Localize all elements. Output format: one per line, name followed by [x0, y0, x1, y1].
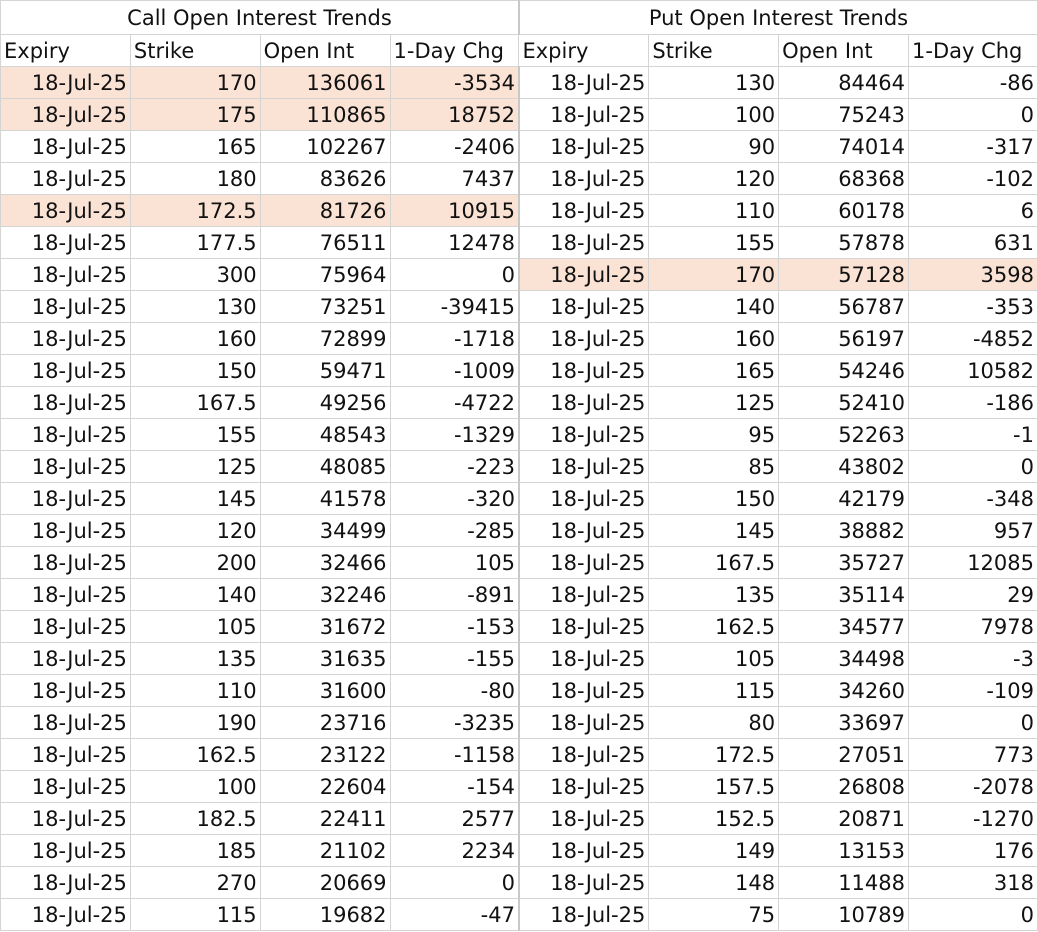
put-day-chg-cell: 0 [909, 899, 1038, 931]
put-expiry-cell: 18-Jul-25 [519, 739, 649, 771]
put-strike-cell: 110 [649, 195, 779, 227]
call-expiry-cell: 18-Jul-25 [1, 771, 131, 803]
call-open-int-cell: 41578 [260, 483, 390, 515]
put-expiry-cell: 18-Jul-25 [519, 163, 649, 195]
call-strike-cell: 180 [130, 163, 260, 195]
put-expiry-cell: 18-Jul-25 [519, 835, 649, 867]
call-expiry-cell: 18-Jul-25 [1, 99, 131, 131]
table-row [1, 227, 1038, 259]
put-open-int-cell: 54246 [779, 355, 909, 387]
put-expiry-cell: 18-Jul-25 [519, 707, 649, 739]
call-expiry-cell: 18-Jul-25 [1, 227, 131, 259]
call-strike-cell: 130 [130, 291, 260, 323]
put-open-int-cell: 20871 [779, 803, 909, 835]
put-strike-cell: 85 [649, 451, 779, 483]
table-row [1, 611, 1038, 643]
call-expiry-cell: 18-Jul-25 [1, 867, 131, 899]
table-row [1, 867, 1038, 899]
call-day-chg-cell: -39415 [390, 291, 519, 323]
put-expiry-cell: 18-Jul-25 [519, 451, 649, 483]
put-expiry-cell: 18-Jul-25 [519, 803, 649, 835]
put-open-int-cell: 35114 [779, 579, 909, 611]
put-strike-cell: 165 [649, 355, 779, 387]
put-strike-cell: 149 [649, 835, 779, 867]
put-day-chg-cell: -348 [909, 483, 1038, 515]
put-day-chg-cell: -353 [909, 291, 1038, 323]
call-expiry-cell: 18-Jul-25 [1, 579, 131, 611]
put-day-chg-cell: 6 [909, 195, 1038, 227]
put-expiry-cell: 18-Jul-25 [519, 259, 649, 291]
call-open-int-cell: 48543 [260, 419, 390, 451]
call-expiry-cell: 18-Jul-25 [1, 803, 131, 835]
call-open-int-cell: 102267 [260, 131, 390, 163]
call-expiry-cell: 18-Jul-25 [1, 547, 131, 579]
put-day-chg-cell: 7978 [909, 611, 1038, 643]
put-expiry-cell: 18-Jul-25 [519, 899, 649, 931]
call-open-int-cell: 34499 [260, 515, 390, 547]
call-open-int-header: Open Int [260, 35, 390, 67]
call-open-int-cell: 32246 [260, 579, 390, 611]
call-day-chg-cell: 7437 [390, 163, 519, 195]
put-strike-cell: 125 [649, 387, 779, 419]
put-open-int-header: Open Int [779, 35, 909, 67]
put-expiry-cell: 18-Jul-25 [519, 131, 649, 163]
put-open-int-cell: 56197 [779, 323, 909, 355]
put-day-chg-cell: -102 [909, 163, 1038, 195]
call-day-chg-cell: 0 [390, 867, 519, 899]
call-day-chg-cell: 18752 [390, 99, 519, 131]
put-strike-cell: 105 [649, 643, 779, 675]
call-expiry-cell: 18-Jul-25 [1, 163, 131, 195]
table-row [1, 67, 1038, 99]
call-day-chg-cell: 0 [390, 259, 519, 291]
call-strike-cell: 125 [130, 451, 260, 483]
call-open-int-cell: 31672 [260, 611, 390, 643]
put-day-chg-cell: 0 [909, 99, 1038, 131]
call-strike-cell: 200 [130, 547, 260, 579]
put-strike-cell: 172.5 [649, 739, 779, 771]
put-strike-cell: 148 [649, 867, 779, 899]
call-day-chg-cell: -320 [390, 483, 519, 515]
call-open-int-cell: 72899 [260, 323, 390, 355]
put-open-int-cell: 34498 [779, 643, 909, 675]
table-row [1, 451, 1038, 483]
call-strike-cell: 145 [130, 483, 260, 515]
call-strike-cell: 110 [130, 675, 260, 707]
call-expiry-cell: 18-Jul-25 [1, 419, 131, 451]
table-row [1, 643, 1038, 675]
call-open-int-cell: 49256 [260, 387, 390, 419]
put-expiry-cell: 18-Jul-25 [519, 419, 649, 451]
put-day-chg-cell: -109 [909, 675, 1038, 707]
put-open-int-cell: 34577 [779, 611, 909, 643]
call-day-chg-cell: 12478 [390, 227, 519, 259]
put-day-chg-cell: 0 [909, 451, 1038, 483]
put-day-chg-cell: 957 [909, 515, 1038, 547]
put-open-int-cell: 26808 [779, 771, 909, 803]
call-day-chg-cell: 105 [390, 547, 519, 579]
put-day-chg-cell: -317 [909, 131, 1038, 163]
put-expiry-cell: 18-Jul-25 [519, 483, 649, 515]
table-row [1, 675, 1038, 707]
call-expiry-cell: 18-Jul-25 [1, 259, 131, 291]
put-day-chg-cell: 318 [909, 867, 1038, 899]
put-open-int-cell: 84464 [779, 67, 909, 99]
put-strike-cell: 170 [649, 259, 779, 291]
put-expiry-cell: 18-Jul-25 [519, 611, 649, 643]
call-strike-cell: 150 [130, 355, 260, 387]
put-open-int-cell: 57128 [779, 259, 909, 291]
call-day-chg-cell: 2577 [390, 803, 519, 835]
put-strike-cell: 95 [649, 419, 779, 451]
call-strike-cell: 177.5 [130, 227, 260, 259]
call-open-int-cell: 83626 [260, 163, 390, 195]
put-day-chg-cell: -186 [909, 387, 1038, 419]
put-day-chg-cell: 773 [909, 739, 1038, 771]
call-strike-cell: 120 [130, 515, 260, 547]
call-day-chg-cell: -1158 [390, 739, 519, 771]
call-open-int-cell: 21102 [260, 835, 390, 867]
put-open-int-cell: 13153 [779, 835, 909, 867]
put-expiry-cell: 18-Jul-25 [519, 547, 649, 579]
call-day-chg-cell: -3534 [390, 67, 519, 99]
call-strike-cell: 175 [130, 99, 260, 131]
put-open-int-cell: 57878 [779, 227, 909, 259]
call-open-int-cell: 31600 [260, 675, 390, 707]
call-open-int-cell: 75964 [260, 259, 390, 291]
call-strike-cell: 300 [130, 259, 260, 291]
put-day-chg-cell: 631 [909, 227, 1038, 259]
call-expiry-cell: 18-Jul-25 [1, 131, 131, 163]
put-open-int-cell: 10789 [779, 899, 909, 931]
table-row [1, 515, 1038, 547]
call-strike-cell: 160 [130, 323, 260, 355]
put-day-chg-header: 1-Day Chg [909, 35, 1038, 67]
put-strike-cell: 130 [649, 67, 779, 99]
call-day-chg-cell: -153 [390, 611, 519, 643]
put-expiry-cell: 18-Jul-25 [519, 227, 649, 259]
call-open-int-cell: 59471 [260, 355, 390, 387]
call-day-chg-cell: -3235 [390, 707, 519, 739]
put-strike-cell: 135 [649, 579, 779, 611]
table-row [1, 131, 1038, 163]
table-row [1, 291, 1038, 323]
call-open-int-cell: 22411 [260, 803, 390, 835]
call-strike-cell: 190 [130, 707, 260, 739]
table-row [1, 323, 1038, 355]
call-day-chg-cell: -1329 [390, 419, 519, 451]
put-strike-cell: 140 [649, 291, 779, 323]
put-strike-cell: 162.5 [649, 611, 779, 643]
put-expiry-cell: 18-Jul-25 [519, 195, 649, 227]
table-row [1, 707, 1038, 739]
call-open-int-cell: 22604 [260, 771, 390, 803]
call-expiry-cell: 18-Jul-25 [1, 355, 131, 387]
put-strike-header: Strike [649, 35, 779, 67]
call-day-chg-cell: -1718 [390, 323, 519, 355]
put-expiry-cell: 18-Jul-25 [519, 323, 649, 355]
call-strike-cell: 185 [130, 835, 260, 867]
call-strike-cell: 172.5 [130, 195, 260, 227]
call-strike-cell: 100 [130, 771, 260, 803]
put-expiry-cell: 18-Jul-25 [519, 867, 649, 899]
call-strike-cell: 182.5 [130, 803, 260, 835]
table-row [1, 547, 1038, 579]
put-strike-cell: 80 [649, 707, 779, 739]
call-expiry-cell: 18-Jul-25 [1, 899, 131, 931]
call-strike-cell: 115 [130, 899, 260, 931]
table-body [1, 67, 1038, 931]
put-day-chg-cell: 29 [909, 579, 1038, 611]
call-strike-header: Strike [130, 35, 260, 67]
put-expiry-cell: 18-Jul-25 [519, 515, 649, 547]
call-strike-cell: 105 [130, 611, 260, 643]
call-open-int-cell: 136061 [260, 67, 390, 99]
put-expiry-cell: 18-Jul-25 [519, 355, 649, 387]
call-expiry-cell: 18-Jul-25 [1, 67, 131, 99]
table-row [1, 739, 1038, 771]
table-row [1, 483, 1038, 515]
call-expiry-cell: 18-Jul-25 [1, 643, 131, 675]
call-strike-cell: 165 [130, 131, 260, 163]
put-open-int-cell: 52410 [779, 387, 909, 419]
table-row [1, 899, 1038, 931]
put-day-chg-cell: -1 [909, 419, 1038, 451]
call-strike-cell: 140 [130, 579, 260, 611]
put-day-chg-cell: -3 [909, 643, 1038, 675]
put-strike-cell: 152.5 [649, 803, 779, 835]
section-title-row [1, 1, 1038, 35]
call-expiry-cell: 18-Jul-25 [1, 611, 131, 643]
put-day-chg-cell: 10582 [909, 355, 1038, 387]
call-strike-cell: 270 [130, 867, 260, 899]
put-day-chg-cell: -86 [909, 67, 1038, 99]
call-strike-cell: 170 [130, 67, 260, 99]
put-strike-cell: 157.5 [649, 771, 779, 803]
call-expiry-cell: 18-Jul-25 [1, 451, 131, 483]
table-row [1, 771, 1038, 803]
call-expiry-cell: 18-Jul-25 [1, 483, 131, 515]
call-open-int-cell: 73251 [260, 291, 390, 323]
call-open-int-cell: 23716 [260, 707, 390, 739]
call-open-int-cell: 19682 [260, 899, 390, 931]
put-open-int-cell: 75243 [779, 99, 909, 131]
call-section-title: Call Open Interest Trends [1, 1, 519, 35]
put-section-title: Put Open Interest Trends [519, 1, 1038, 35]
call-day-chg-cell: -2406 [390, 131, 519, 163]
call-open-int-cell: 32466 [260, 547, 390, 579]
call-open-int-cell: 76511 [260, 227, 390, 259]
call-open-int-cell: 110865 [260, 99, 390, 131]
call-expiry-cell: 18-Jul-25 [1, 707, 131, 739]
put-strike-cell: 160 [649, 323, 779, 355]
table-row [1, 579, 1038, 611]
call-day-chg-cell: -80 [390, 675, 519, 707]
table-row [1, 163, 1038, 195]
put-strike-cell: 167.5 [649, 547, 779, 579]
call-strike-cell: 162.5 [130, 739, 260, 771]
put-day-chg-cell: -4852 [909, 323, 1038, 355]
put-open-int-cell: 33697 [779, 707, 909, 739]
call-expiry-cell: 18-Jul-25 [1, 835, 131, 867]
put-open-int-cell: 11488 [779, 867, 909, 899]
put-expiry-cell: 18-Jul-25 [519, 675, 649, 707]
put-open-int-cell: 34260 [779, 675, 909, 707]
table-row [1, 419, 1038, 451]
put-strike-cell: 75 [649, 899, 779, 931]
table-row [1, 835, 1038, 867]
put-expiry-cell: 18-Jul-25 [519, 579, 649, 611]
call-strike-cell: 155 [130, 419, 260, 451]
put-open-int-cell: 27051 [779, 739, 909, 771]
call-day-chg-cell: -47 [390, 899, 519, 931]
table-row [1, 99, 1038, 131]
put-strike-cell: 150 [649, 483, 779, 515]
put-strike-cell: 120 [649, 163, 779, 195]
put-open-int-cell: 43802 [779, 451, 909, 483]
call-day-chg-cell: -285 [390, 515, 519, 547]
call-expiry-cell: 18-Jul-25 [1, 739, 131, 771]
put-open-int-cell: 42179 [779, 483, 909, 515]
call-day-chg-cell: -4722 [390, 387, 519, 419]
put-day-chg-cell: -2078 [909, 771, 1038, 803]
put-strike-cell: 100 [649, 99, 779, 131]
call-open-int-cell: 31635 [260, 643, 390, 675]
table-row [1, 355, 1038, 387]
put-strike-cell: 155 [649, 227, 779, 259]
call-expiry-header: Expiry [1, 35, 131, 67]
call-open-int-cell: 23122 [260, 739, 390, 771]
call-day-chg-cell: -1009 [390, 355, 519, 387]
table-row [1, 387, 1038, 419]
put-expiry-cell: 18-Jul-25 [519, 291, 649, 323]
call-day-chg-cell: -223 [390, 451, 519, 483]
table-row [1, 259, 1038, 291]
call-open-int-cell: 20669 [260, 867, 390, 899]
call-expiry-cell: 18-Jul-25 [1, 387, 131, 419]
call-expiry-cell: 18-Jul-25 [1, 675, 131, 707]
put-strike-cell: 115 [649, 675, 779, 707]
call-day-chg-cell: -891 [390, 579, 519, 611]
put-open-int-cell: 60178 [779, 195, 909, 227]
call-expiry-cell: 18-Jul-25 [1, 515, 131, 547]
put-open-int-cell: 74014 [779, 131, 909, 163]
column-header-row [1, 35, 1038, 67]
call-expiry-cell: 18-Jul-25 [1, 323, 131, 355]
call-day-chg-header: 1-Day Chg [390, 35, 519, 67]
put-open-int-cell: 56787 [779, 291, 909, 323]
call-day-chg-cell: 2234 [390, 835, 519, 867]
table-row [1, 195, 1038, 227]
put-expiry-cell: 18-Jul-25 [519, 643, 649, 675]
put-day-chg-cell: 12085 [909, 547, 1038, 579]
put-open-int-cell: 38882 [779, 515, 909, 547]
put-expiry-cell: 18-Jul-25 [519, 387, 649, 419]
put-expiry-header: Expiry [519, 35, 649, 67]
put-strike-cell: 90 [649, 131, 779, 163]
call-open-int-cell: 81726 [260, 195, 390, 227]
call-open-int-cell: 48085 [260, 451, 390, 483]
call-expiry-cell: 18-Jul-25 [1, 195, 131, 227]
call-day-chg-cell: 10915 [390, 195, 519, 227]
put-open-int-cell: 68368 [779, 163, 909, 195]
put-day-chg-cell: 0 [909, 707, 1038, 739]
call-expiry-cell: 18-Jul-25 [1, 291, 131, 323]
put-strike-cell: 145 [649, 515, 779, 547]
table-row [1, 803, 1038, 835]
call-day-chg-cell: -155 [390, 643, 519, 675]
call-strike-cell: 135 [130, 643, 260, 675]
put-open-int-cell: 35727 [779, 547, 909, 579]
put-day-chg-cell: -1270 [909, 803, 1038, 835]
put-day-chg-cell: 176 [909, 835, 1038, 867]
put-day-chg-cell: 3598 [909, 259, 1038, 291]
call-day-chg-cell: -154 [390, 771, 519, 803]
put-expiry-cell: 18-Jul-25 [519, 771, 649, 803]
put-open-int-cell: 52263 [779, 419, 909, 451]
put-expiry-cell: 18-Jul-25 [519, 99, 649, 131]
call-strike-cell: 167.5 [130, 387, 260, 419]
put-expiry-cell: 18-Jul-25 [519, 67, 649, 99]
